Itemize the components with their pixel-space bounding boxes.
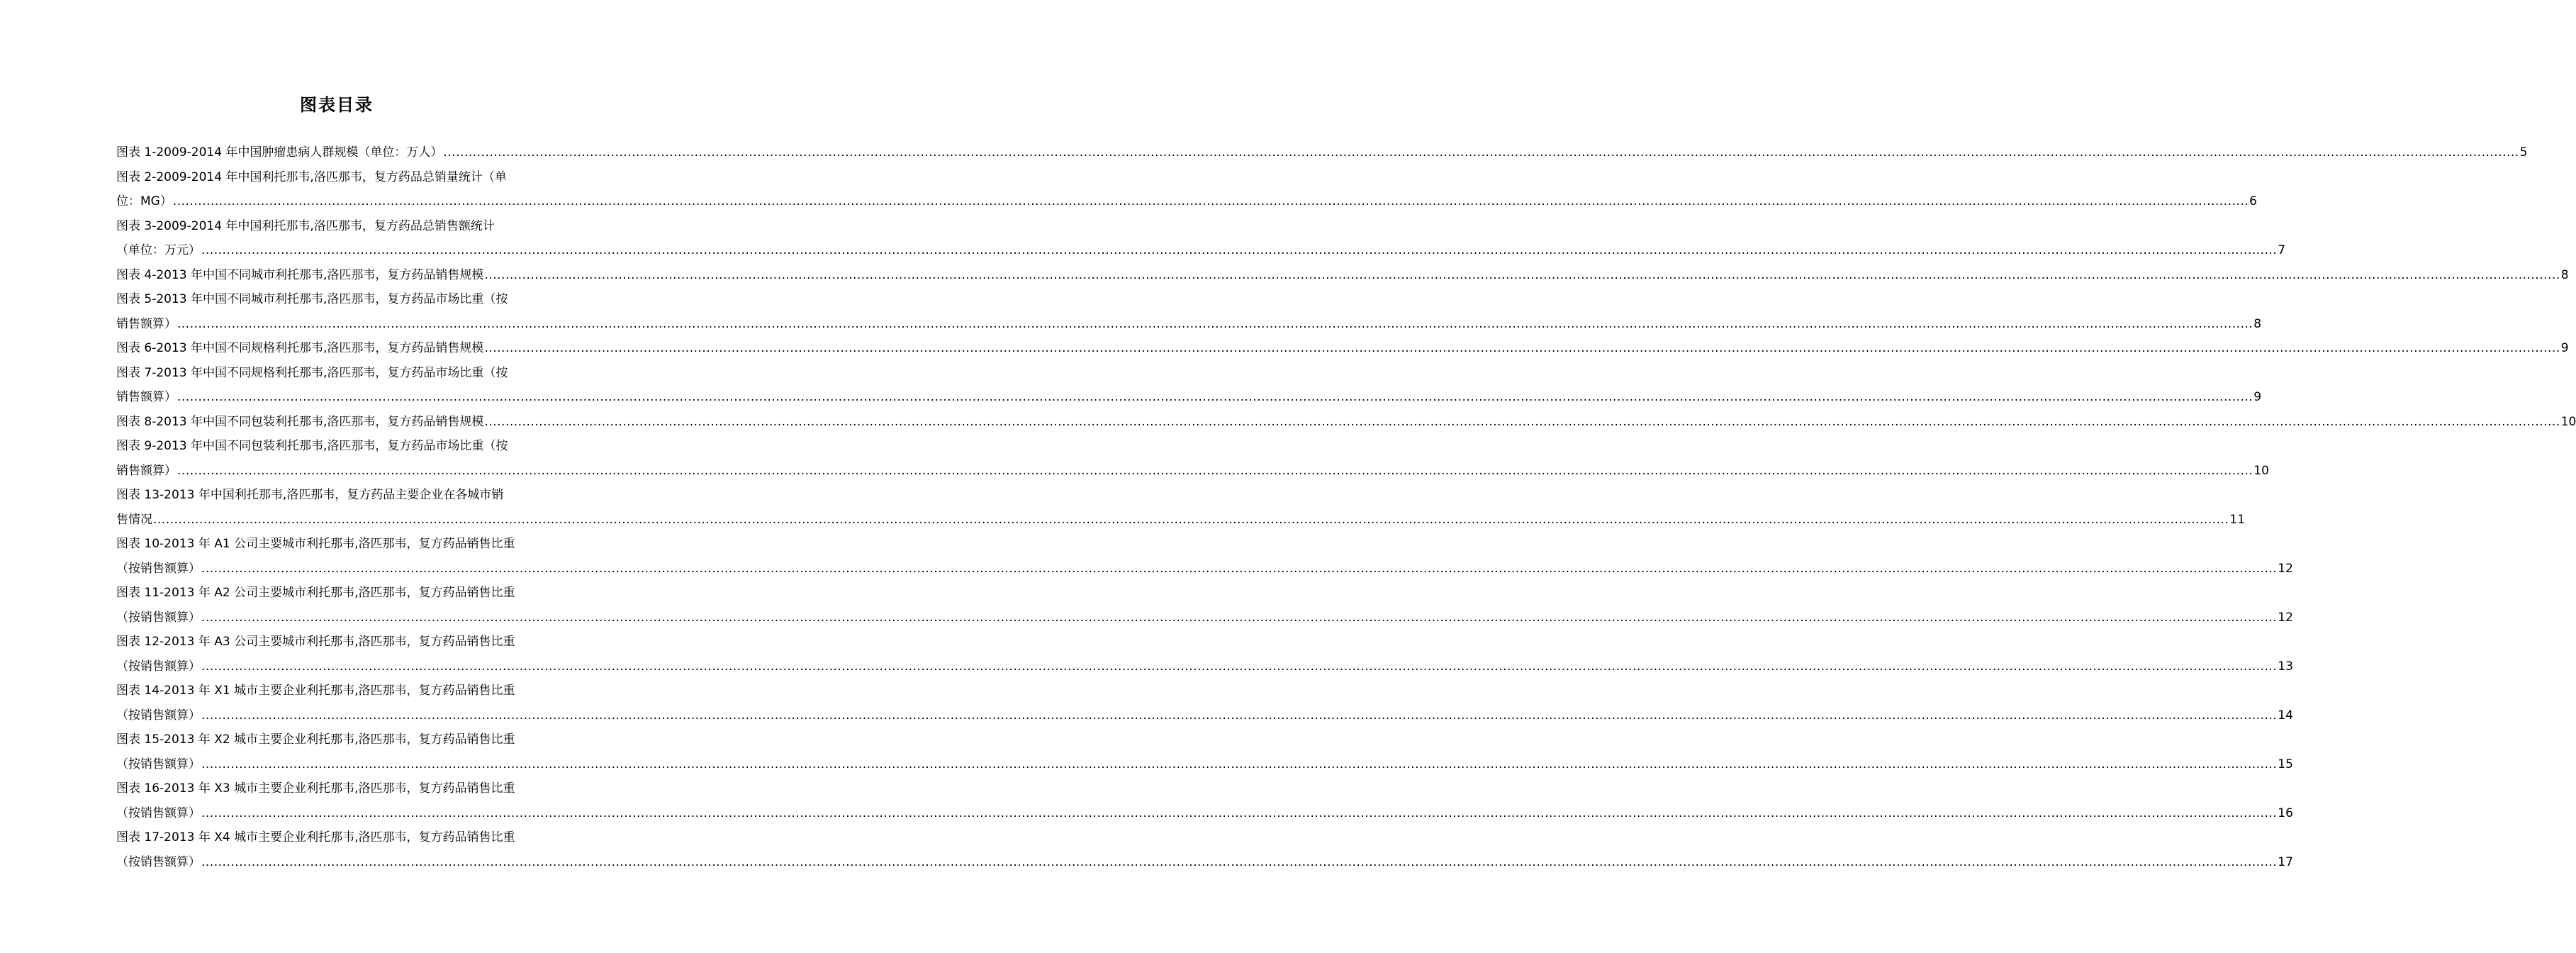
toc-entry-leader-row: [116, 557, 2293, 581]
toc-entry[interactable]: [116, 336, 2569, 361]
dot-leader: [172, 189, 2249, 214]
toc-entry-leader-row: [116, 703, 2293, 728]
page-title: 图表目录: [300, 95, 374, 115]
dot-leader: [152, 508, 2229, 533]
toc-entry[interactable]: [116, 825, 2293, 874]
toc-entry-title-line: 图表 13-2013 年中国利托那韦,洛匹那韦，复方药品主要企业在各城市销: [116, 488, 504, 502]
toc-entry[interactable]: [116, 630, 2293, 679]
toc-entry[interactable]: [116, 776, 2293, 825]
toc-entry-title-end: 销售额算）: [116, 463, 177, 478]
toc-entry-page-number: 9: [2253, 390, 2262, 404]
table-of-figures: [116, 140, 2576, 874]
toc-entry-leader-row: [116, 459, 2269, 484]
toc-entry-title-line: 图表 9-2013 年中国不同包装利托那韦,洛匹那韦，复方药品市场比重（按: [116, 439, 508, 453]
toc-entry-page-number: 10: [2253, 463, 2269, 478]
toc-entry-title-line: 图表 16-2013 年 X3 城市主要企业利托那韦,洛匹那韦，复方药品销售比重: [116, 781, 515, 796]
toc-entry-leader-row: [116, 140, 2528, 165]
toc-entry-title-line: 图表 15-2013 年 X2 城市主要企业利托那韦,洛匹那韦，复方药品销售比重: [116, 732, 515, 747]
toc-entry-leader-row: [116, 752, 2293, 777]
toc-entry-title-end: 销售额算）: [116, 390, 177, 404]
dot-leader: [201, 557, 2278, 581]
toc-entry-page-number: 17: [2278, 854, 2293, 869]
dot-leader: [201, 850, 2278, 875]
toc-entry-leader-row: [116, 606, 2293, 630]
toc-entry-leader-row: [116, 410, 2576, 435]
dot-leader: [201, 801, 2278, 826]
toc-entry[interactable]: [116, 434, 2269, 483]
dot-leader: [177, 459, 2253, 484]
toc-entry-title-end: （按销售额算）: [116, 561, 201, 576]
toc-entry-page-number: 11: [2229, 512, 2245, 527]
toc-entry-title-line: 图表 11-2013 年 A2 公司主要城市利托那韦,洛匹那韦，复方药品销售比重: [116, 586, 515, 600]
toc-entry[interactable]: [116, 140, 2528, 165]
toc-entry-title-end: （按销售额算）: [116, 757, 201, 771]
toc-entry-title-end: （按销售额算）: [116, 708, 201, 723]
toc-entry[interactable]: [116, 165, 2257, 214]
toc-entry-title-line: 图表 2-2009-2014 年中国利托那韦,洛匹那韦，复方药品总销量统计（单: [116, 169, 507, 184]
dot-leader: [201, 238, 2278, 263]
dot-leader: [201, 752, 2278, 777]
toc-entry-page-number: 7: [2278, 243, 2286, 257]
dot-leader: [483, 263, 2560, 288]
dot-leader: [483, 410, 2560, 435]
toc-entry[interactable]: [116, 679, 2293, 728]
toc-entry-title-end: 图表 6-2013 年中国不同规格利托那韦,洛匹那韦，复方药品销售规模: [116, 341, 484, 355]
toc-entry-page-number: 13: [2278, 659, 2293, 674]
toc-entry[interactable]: [116, 287, 2262, 336]
toc-entry-title-line: 图表 12-2013 年 A3 公司主要城市利托那韦,洛匹那韦，复方药品销售比重: [116, 635, 515, 649]
toc-entry-page-number: 5: [2519, 145, 2528, 160]
dot-leader: [177, 312, 2253, 337]
toc-entry-page-number: 6: [2249, 194, 2257, 208]
toc-entry-leader-row: [116, 189, 2257, 214]
dot-leader: [201, 606, 2278, 630]
toc-entry-title-line: 图表 5-2013 年中国不同城市利托那韦,洛匹那韦，复方药品市场比重（按: [116, 292, 508, 306]
toc-entry[interactable]: [116, 581, 2293, 630]
toc-entry[interactable]: [116, 214, 2286, 263]
toc-entry-leader-row: [116, 312, 2262, 337]
toc-entry[interactable]: [116, 728, 2293, 776]
toc-entry-leader-row: [116, 263, 2569, 288]
toc-entry-page-number: 8: [2253, 316, 2262, 331]
toc-entry[interactable]: [116, 361, 2262, 410]
toc-entry[interactable]: [116, 532, 2293, 581]
toc-entry-title-line: 图表 10-2013 年 A1 公司主要城市利托那韦,洛匹那韦，复方药品销售比重: [116, 537, 515, 551]
toc-entry-title-end: 位：MG）: [116, 194, 172, 208]
toc-entry-leader-row: [116, 385, 2262, 410]
toc-entry-page-number: 16: [2278, 806, 2293, 820]
toc-entry-page-number: 12: [2278, 610, 2293, 625]
toc-entry-title-end: 销售额算）: [116, 316, 177, 331]
toc-entry-title-line: 图表 3-2009-2014 年中国利托那韦,洛匹那韦，复方药品总销售额统计: [116, 218, 495, 233]
dot-leader: [201, 703, 2278, 728]
toc-entry-title-end: 图表 1-2009-2014 年中国肿瘤患病人群规模（单位：万人）: [116, 145, 443, 160]
toc-entry-leader-row: [116, 508, 2245, 533]
toc-entry-page-number: 14: [2278, 708, 2293, 723]
toc-entry-title-line: 图表 14-2013 年 X1 城市主要企业利托那韦,洛匹那韦，复方药品销售比重: [116, 684, 515, 698]
toc-entry-leader-row: [116, 238, 2286, 263]
toc-entry-page-number: 12: [2278, 561, 2293, 576]
toc-entry[interactable]: [116, 263, 2569, 288]
toc-entry-title-end: （按销售额算）: [116, 854, 201, 869]
dot-leader: [201, 654, 2278, 679]
toc-entry-leader-row: [116, 850, 2293, 875]
toc-entry-title-end: 图表 8-2013 年中国不同包装利托那韦,洛匹那韦，复方药品销售规模: [116, 414, 484, 429]
toc-entry-title-line: 图表 17-2013 年 X4 城市主要企业利托那韦,洛匹那韦，复方药品销售比重: [116, 830, 515, 845]
toc-entry-leader-row: [116, 336, 2569, 361]
dot-leader: [442, 140, 2519, 165]
dot-leader: [483, 336, 2560, 361]
toc-entry-leader-row: [116, 654, 2293, 679]
toc-entry-title-end: （单位：万元）: [116, 243, 201, 257]
toc-entry-title-end: （按销售额算）: [116, 659, 201, 674]
toc-entry-title-line: 图表 7-2013 年中国不同规格利托那韦,洛匹那韦，复方药品市场比重（按: [116, 365, 508, 380]
toc-entry-page-number: 15: [2278, 757, 2293, 771]
toc-entry-page-number: 9: [2560, 341, 2569, 355]
toc-entry-page-number: 8: [2560, 267, 2569, 282]
toc-entry[interactable]: [116, 483, 2245, 532]
toc-entry-page-number: 10: [2560, 414, 2576, 429]
dot-leader: [177, 385, 2253, 410]
toc-entry[interactable]: [116, 410, 2576, 435]
toc-entry-title-end: 图表 4-2013 年中国不同城市利托那韦,洛匹那韦，复方药品销售规模: [116, 267, 484, 282]
toc-entry-title-end: （按销售额算）: [116, 806, 201, 820]
toc-entry-leader-row: [116, 801, 2293, 826]
toc-entry-title-end: （按销售额算）: [116, 610, 201, 625]
toc-entry-title-end: 售情况: [116, 512, 152, 527]
